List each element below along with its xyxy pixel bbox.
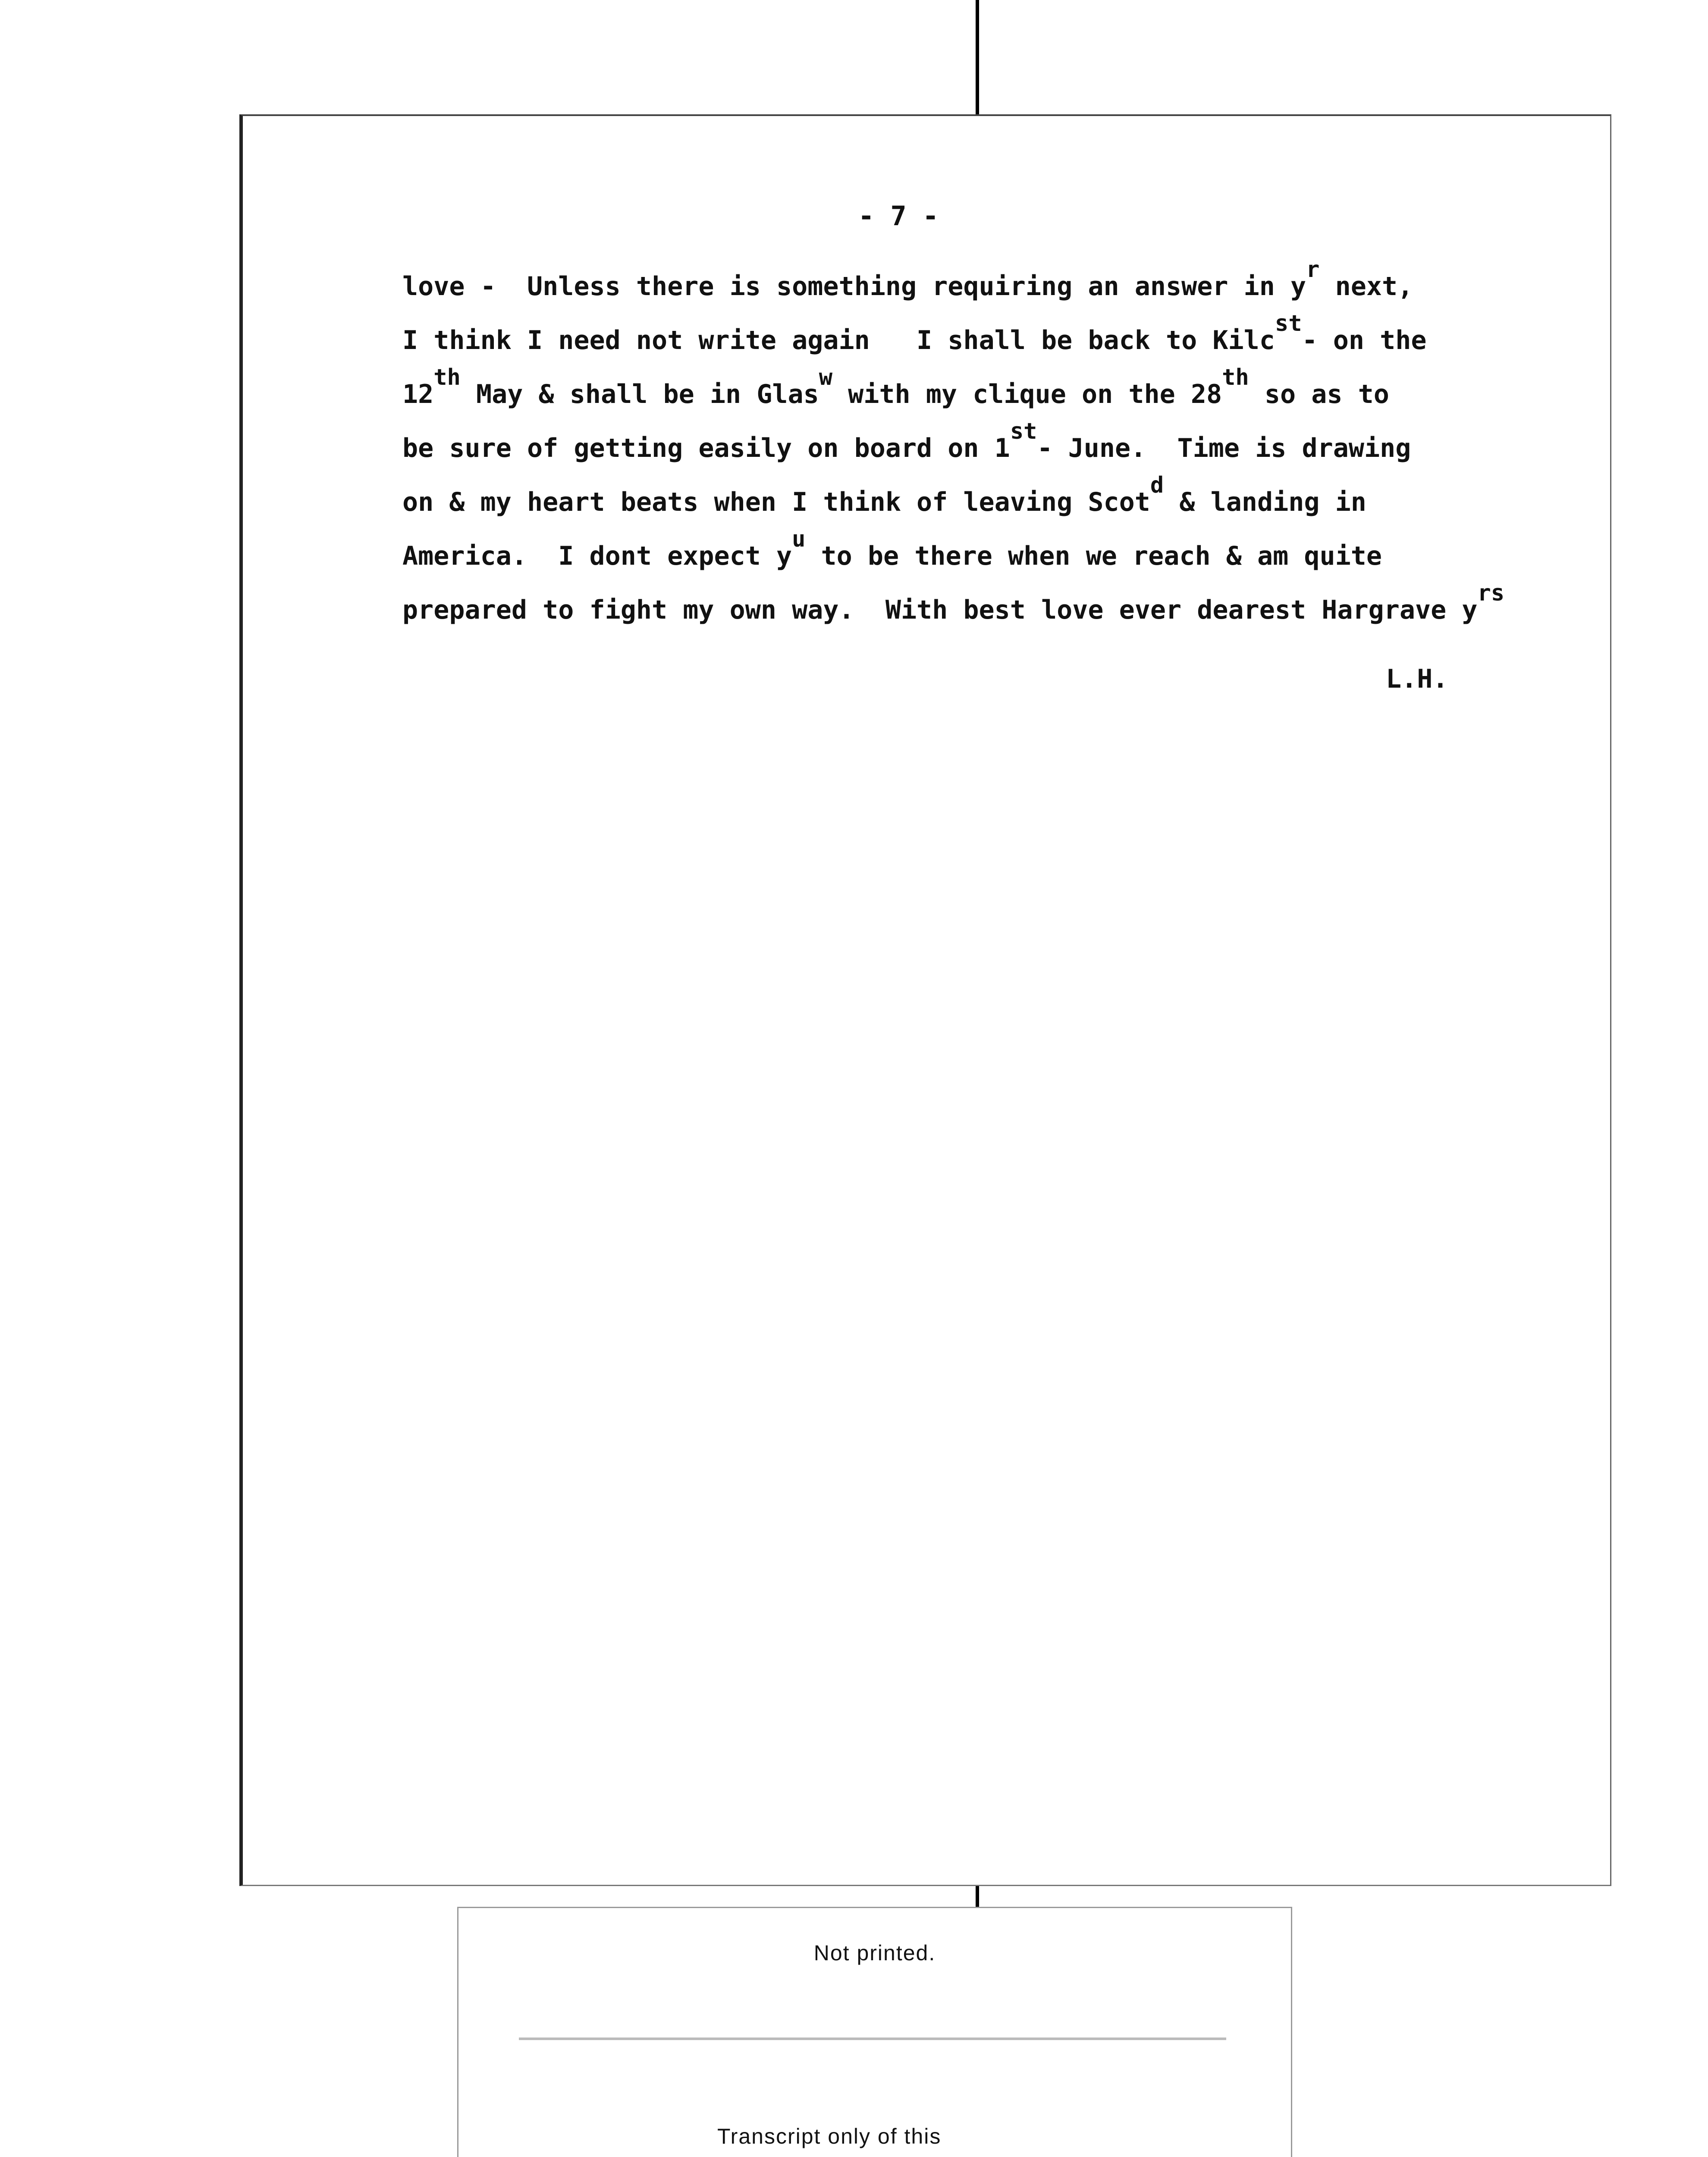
page-number: - 7 -	[858, 200, 939, 232]
line-text: - on the	[1302, 325, 1427, 355]
superscript: u	[792, 526, 806, 552]
note-line-1: Transcript only of this	[717, 2124, 942, 2148]
superscript: th	[433, 365, 461, 390]
superscript: th	[1222, 365, 1249, 390]
note-status: Not printed.	[813, 1941, 936, 1965]
superscript: r	[1306, 257, 1320, 283]
letter-line-5	[402, 472, 1366, 517]
line-text: I think I need not write again I shall be back to Kilc	[402, 325, 1275, 355]
line-text: so as to	[1249, 379, 1389, 409]
line-text: on & my heart beats when I think of leaving Scot	[402, 487, 1150, 517]
letter-line-7	[402, 580, 1505, 625]
superscript: w	[819, 365, 833, 390]
signature-initials: L.H.	[1386, 664, 1448, 694]
line-text: to be there when we reach & am quite	[805, 541, 1382, 571]
letter-line-4	[402, 418, 1411, 463]
letter-line-6	[402, 526, 1382, 571]
superscript: rs	[1477, 580, 1505, 606]
line-text: prepared to fight my own way. With best love ever dearest Hargrave y	[402, 595, 1478, 625]
line-text: & landing in	[1164, 487, 1366, 517]
fold-line-bottom	[976, 1885, 979, 1907]
line-text: May & shall be in Glas	[460, 379, 819, 409]
line-text: next,	[1319, 271, 1413, 302]
superscript: d	[1150, 472, 1164, 498]
note-divider	[519, 2038, 1226, 2040]
line-text: 12	[402, 379, 434, 409]
line-text: love - Unless there is something requiring an answer in y	[402, 271, 1306, 302]
line-text: with my clique on the 28	[832, 379, 1222, 409]
fold-line-top	[976, 0, 979, 116]
letter-line-2	[402, 311, 1427, 355]
letter-page	[239, 114, 1611, 1886]
letter-line-3	[402, 365, 1389, 409]
line-text: - June. Time is drawing	[1037, 433, 1411, 463]
line-text: America. I dont expect y	[402, 541, 792, 571]
superscript: st	[1275, 311, 1302, 336]
letter-line-1	[402, 257, 1413, 302]
archive-note-card	[457, 1907, 1292, 2157]
superscript: st	[1010, 418, 1037, 444]
line-text: be sure of getting easily on board on 1	[402, 433, 1010, 463]
